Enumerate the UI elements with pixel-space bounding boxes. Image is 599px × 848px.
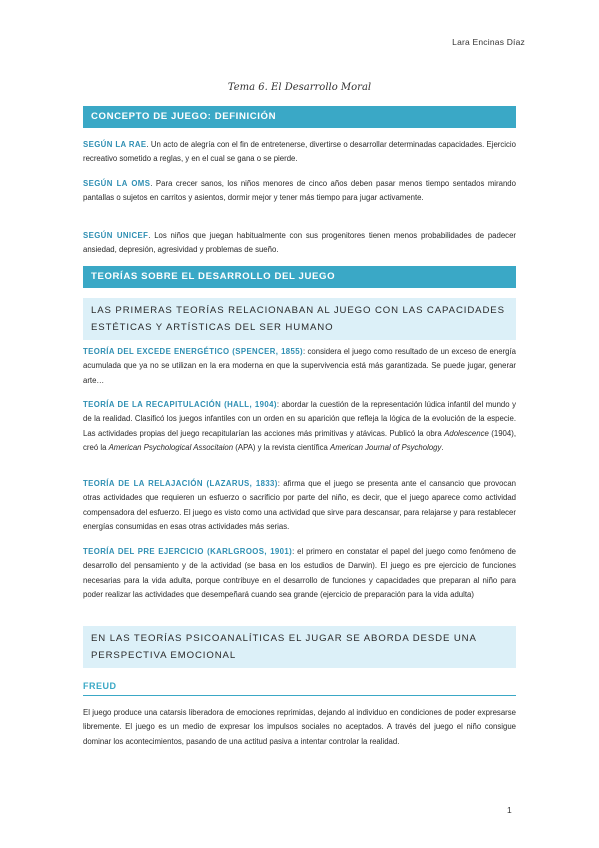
text-recapitulacion-d: . bbox=[441, 442, 444, 452]
author-name: Lara Encinas Díaz bbox=[452, 37, 525, 47]
paragraph-recapitulacion bbox=[83, 398, 516, 455]
text-recapitulacion-c: (APA) y la revista científica bbox=[233, 442, 331, 452]
text-recapitulacion-b: (1904), creó la bbox=[83, 428, 516, 452]
paragraph-oms bbox=[83, 177, 516, 206]
book-title-adolescence: Adolescence bbox=[444, 428, 489, 438]
keyword-excedente: TEORÍA DEL EXCEDE ENERGÉTICO (SPENCER, 1855) bbox=[83, 347, 304, 356]
keyword-preejercicio: TEORÍA DEL PRE EJERCICIO (KARLGROOS, 1901) bbox=[83, 547, 293, 556]
subheading-primeras-teorias: LAS PRIMERAS TEORÍAS RELACIONABAN AL JUEGO CON LAS CAPACIDADES ESTÉTICAS Y ARTÍSTICAS DEL SER HUMANO bbox=[83, 298, 516, 340]
text-relajacion: : afirma que el juego se presenta ante el cansancio que provocan otras actividades que requieren un esfuerzo o sacrificio por parte del niño, es decir, que el juego aparece como actividad compensadora del esfuerzo. El juego es visto como una actividad que sirve para descansar, para relajarse y para restablecer energías consumidas en esas otras actividades más serias. bbox=[83, 479, 516, 531]
paragraph-relajacion bbox=[83, 477, 516, 534]
keyword-oms: SEGÚN LA OMS bbox=[83, 179, 151, 188]
text-unicef: . Los niños que juegan habitualmente con sus progenitores tienen menos probabilidades de padecer ansiedad, depresión, agresividad y problemas de sueño. bbox=[83, 231, 516, 255]
text-preejercicio: : el primero en constatar el papel del juego como fenómeno de desarrollo del pensamiento y de la actividad (se basa en los estudios de Darwin). El juego es pre ejercicio de funciones necesarias para la vida adulta, porque contribuye en el desarrollo de funciones y capacidades que preparan al niño para poder realizar las actividades que desempeñará cuando sea grande (ejercicio de preparación para la vida adulta) bbox=[83, 547, 516, 599]
keyword-rae: SEGÚN LA RAE bbox=[83, 140, 147, 149]
text-recapitulacion-a: : abordar la cuestión de la representación lúdica infantil del mundo y de la realidad. Clasificó los juegos infantiles con un orden en su aparición que refleja la lógica de la evolución de la especie. Las actividades propias del juego recapitularían las acciones más primitivas y atávicas. Publicó la obra bbox=[83, 400, 516, 438]
keyword-relajacion: TEORÍA DE LA RELAJACIÓN (LAZARUS, 1833) bbox=[83, 479, 278, 488]
paragraph-rae bbox=[83, 138, 516, 167]
subheading-psicoanaliticas: EN LAS TEORÍAS PSICOANALÍTICAS EL JUGAR SE ABORDA DESDE UNA PERSPECTIVA EMOCIONAL bbox=[83, 626, 516, 668]
section-heading-teorias: TEORÍAS SOBRE EL DESARROLLO DEL JUEGO bbox=[83, 266, 516, 288]
paragraph-freud: El juego produce una catarsis liberadora de emociones reprimidas, dejando al individuo en condiciones de poder expresarse libremente. El juego es un medio de expresar los impulsos sociales no aceptados. A través del juego el niño consigue dominar los acontecimientos, pasando de una actitud pasiva a intentar controlar la realidad. bbox=[83, 708, 516, 746]
section-heading-concepto: CONCEPTO DE JUEGO: DEFINICIÓN bbox=[83, 106, 516, 128]
paragraph-unicef bbox=[83, 229, 516, 258]
keyword-recapitulacion: TEORÍA DE LA RECAPITULACIÓN (HALL, 1904) bbox=[83, 400, 277, 409]
journal-title: American Journal of Psychology bbox=[330, 442, 442, 452]
document-title: Tema 6. El Desarrollo Moral bbox=[227, 82, 372, 93]
organization-apa: American Psychological Associtaion bbox=[108, 442, 234, 452]
page-number: 1 bbox=[507, 805, 512, 815]
paragraph-excedente bbox=[83, 345, 516, 388]
keyword-unicef: SEGÚN UNICEF bbox=[83, 231, 149, 240]
text-rae: . Un acto de alegría con el fin de entretenerse, divertirse o desarrollar determinadas capacidades. Ejercicio recreativo sometido a reglas, y en el cual se gana o se pierde. bbox=[83, 140, 516, 164]
text-excedente: : considera el juego como resultado de un exceso de energía acumulada que ya no se utilizan en la era moderna en que la supervivencia está más garantizada. Se puede jugar, generar arte… bbox=[83, 347, 516, 385]
text-oms: . Para crecer sanos, los niños menores de cinco años deben pasar menos tiempo sentados mirando pantallas o sujetos en carritos y asientos, dormir mejor y tener más tiempo para jugar activamente. bbox=[83, 179, 516, 203]
freud-heading: FREUD bbox=[83, 681, 516, 696]
paragraph-preejercicio bbox=[83, 545, 516, 602]
